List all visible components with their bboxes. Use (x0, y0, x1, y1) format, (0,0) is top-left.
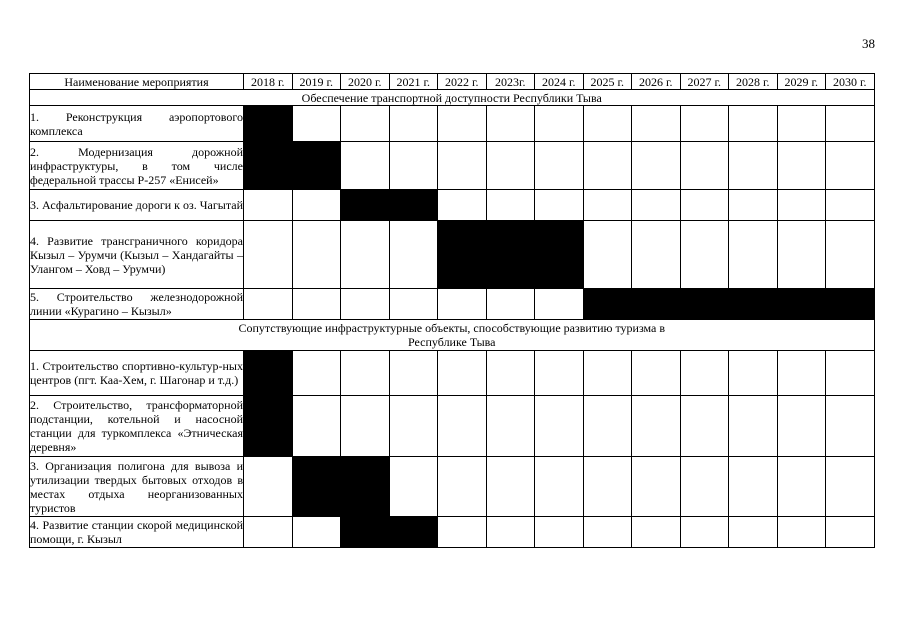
table-row (30, 142, 875, 190)
year-header: 2026 г. (632, 74, 681, 90)
schedule-cell-filled (341, 517, 390, 548)
schedule-cell-empty (341, 396, 390, 457)
schedule-cell-empty (438, 190, 487, 221)
schedule-cell-filled (680, 289, 729, 320)
schedule-cell-empty (826, 190, 875, 221)
section-title: Обеспечение транспортной доступности Республики Тыва (30, 90, 875, 106)
year-header: 2020 г. (341, 74, 390, 90)
schedule-cell-empty (632, 142, 681, 190)
schedule-cell-empty (680, 351, 729, 396)
schedule-cell-empty (341, 142, 390, 190)
schedule-cell-filled (292, 457, 341, 517)
schedule-cell-empty (680, 517, 729, 548)
year-header: 2028 г. (729, 74, 778, 90)
schedule-cell-empty (680, 396, 729, 457)
schedule-cell-filled (389, 190, 438, 221)
schedule-cell-empty (777, 396, 826, 457)
activity-name: 3. Асфальтирование дороги к оз. Чагытай (30, 190, 244, 221)
schedule-cell-empty (389, 106, 438, 142)
schedule-cell-empty (777, 190, 826, 221)
schedule-cell-empty (777, 517, 826, 548)
schedule-cell-empty (389, 457, 438, 517)
activity-name: 3. Организация полигона для вывоза и утилизации твердых бытовых отходов в местах отдыха неорганизованных туристов (30, 458, 243, 515)
schedule-cell-empty (486, 517, 535, 548)
schedule-cell-empty (438, 351, 487, 396)
schedule-cell-filled (244, 351, 293, 396)
schedule-cell-empty (389, 289, 438, 320)
schedule-cell-empty (632, 221, 681, 289)
schedule-cell-empty (777, 142, 826, 190)
schedule-cell-empty (535, 142, 584, 190)
schedule-cell-empty (244, 517, 293, 548)
schedule-cell-empty (292, 221, 341, 289)
schedule-cell-filled (341, 457, 390, 517)
schedule-cell-empty (680, 142, 729, 190)
schedule-cell-empty (389, 351, 438, 396)
schedule-cell-empty (583, 457, 632, 517)
schedule-cell-filled (244, 106, 293, 142)
schedule-cell-empty (680, 106, 729, 142)
schedule-cell-empty (777, 106, 826, 142)
schedule-cell-empty (826, 221, 875, 289)
schedule-cell-empty (535, 396, 584, 457)
schedule-cell-empty (389, 396, 438, 457)
schedule-cell-empty (292, 289, 341, 320)
year-header: 2021 г. (389, 74, 438, 90)
activity-name: 1. Строительство спортивно-культур-ных центров (пгт. Каа-Хем, г. Шагонар и т.д.) (30, 351, 244, 396)
table-row (30, 106, 875, 142)
section-row (30, 320, 875, 351)
table-row (30, 351, 875, 396)
schedule-cell-empty (244, 457, 293, 517)
schedule-cell-empty (535, 517, 584, 548)
year-header: 2029 г. (777, 74, 826, 90)
schedule-cell-filled (632, 289, 681, 320)
schedule-cell-empty (535, 351, 584, 396)
schedule-cell-empty (486, 190, 535, 221)
schedule-cell-filled (535, 221, 584, 289)
schedule-cell-empty (486, 142, 535, 190)
schedule-cell-empty (777, 221, 826, 289)
schedule-cell-empty (680, 190, 729, 221)
header-row (30, 74, 875, 90)
name-column-header: Наименование мероприятия (30, 74, 244, 90)
section-title: Сопутствующие инфраструктурные объекты, способствующие развитию туризма в Республике Тыва (30, 320, 875, 351)
schedule-cell-filled (389, 517, 438, 548)
schedule-cell-empty (632, 396, 681, 457)
year-header: 2025 г. (583, 74, 632, 90)
schedule-cell-empty (438, 457, 487, 517)
section-row (30, 90, 875, 106)
schedule-cell-empty (729, 517, 778, 548)
table-row (30, 457, 875, 517)
activity-name: 5. Строительство железнодорожной линии «Курагино – Кызыл» (30, 290, 243, 318)
schedule-cell-empty (583, 221, 632, 289)
table-row (30, 190, 875, 221)
schedule-cell-filled (486, 221, 535, 289)
schedule-cell-empty (826, 457, 875, 517)
schedule-cell-empty (486, 396, 535, 457)
schedule-cell-empty (244, 221, 293, 289)
activity-name: 2. Модернизация дорожной инфраструктуры, в том числе федеральной трассы Р-257 «Енисей» (30, 142, 244, 190)
schedule-cell-empty (826, 396, 875, 457)
table-row (30, 221, 875, 289)
schedule-cell-empty (292, 351, 341, 396)
schedule-cell-empty (729, 221, 778, 289)
schedule-cell-empty (535, 190, 584, 221)
schedule-cell-empty (244, 289, 293, 320)
year-header: 2022 г. (438, 74, 487, 90)
schedule-cell-empty (583, 142, 632, 190)
schedule-cell-empty (486, 351, 535, 396)
schedule-cell-empty (680, 221, 729, 289)
schedule-cell-empty (583, 517, 632, 548)
activity-name: 1. Реконструкция аэропортового комплекса (30, 106, 244, 142)
table-row (30, 396, 875, 457)
schedule-cell-empty (826, 106, 875, 142)
schedule-cell-empty (486, 457, 535, 517)
schedule-cell-empty (438, 517, 487, 548)
schedule-cell-empty (389, 142, 438, 190)
activity-name: 4. Развитие трансграничного коридора Кызыл – Урумчи (Кызыл – Хандагайты – Улангом – Ховд – Урумчи) (30, 221, 244, 289)
schedule-cell-empty (729, 190, 778, 221)
schedule-cell-empty (826, 517, 875, 548)
schedule-cell-empty (292, 190, 341, 221)
schedule-cell-empty (583, 396, 632, 457)
schedule-cell-empty (729, 396, 778, 457)
schedule-cell-empty (292, 517, 341, 548)
year-header: 2024 г. (535, 74, 584, 90)
year-header: 2027 г. (680, 74, 729, 90)
schedule-cell-empty (680, 457, 729, 517)
schedule-cell-empty (729, 351, 778, 396)
schedule-cell-empty (292, 106, 341, 142)
year-header: 2018 г. (244, 74, 293, 90)
schedule-cell-empty (486, 289, 535, 320)
schedule-cell-filled (244, 396, 293, 457)
schedule-cell-filled (583, 289, 632, 320)
schedule-cell-empty (826, 351, 875, 396)
schedule-cell-filled (292, 142, 341, 190)
schedule-cell-empty (535, 106, 584, 142)
year-header: 2019 г. (292, 74, 341, 90)
schedule-cell-empty (389, 221, 438, 289)
schedule-cell-empty (535, 457, 584, 517)
schedule-cell-filled (729, 289, 778, 320)
schedule-cell-empty (292, 396, 341, 457)
table-row (30, 517, 875, 548)
year-header: 2030 г. (826, 74, 875, 90)
schedule-cell-empty (632, 517, 681, 548)
schedule-cell-empty (632, 190, 681, 221)
schedule-cell-filled (341, 190, 390, 221)
schedule-cell-empty (341, 289, 390, 320)
schedule-cell-empty (729, 106, 778, 142)
schedule-cell-filled (826, 289, 875, 320)
schedule-cell-empty (438, 142, 487, 190)
schedule-cell-filled (777, 289, 826, 320)
page-number: 38 (862, 36, 875, 51)
schedule-cell-empty (777, 351, 826, 396)
activity-name: 4. Развитие станции скорой медицинской помощи, г. Кызыл (30, 518, 243, 546)
year-header: 2023г. (486, 74, 535, 90)
schedule-cell-filled (438, 221, 487, 289)
schedule-cell-empty (777, 457, 826, 517)
schedule-cell-empty (341, 106, 390, 142)
schedule-cell-empty (729, 142, 778, 190)
schedule-cell-empty (632, 106, 681, 142)
schedule-cell-empty (729, 457, 778, 517)
schedule-cell-empty (341, 221, 390, 289)
schedule-cell-empty (583, 190, 632, 221)
table-row (30, 289, 875, 320)
schedule-cell-empty (341, 351, 390, 396)
activity-name: 2. Строительство, трансформаторной подстанции, котельной и насосной станции для туркомплекса «Этническая деревня» (30, 396, 244, 457)
schedule-cell-empty (438, 106, 487, 142)
schedule-cell-empty (826, 142, 875, 190)
schedule-table (29, 73, 875, 548)
schedule-cell-empty (438, 396, 487, 457)
schedule-cell-empty (438, 289, 487, 320)
schedule-cell-empty (583, 106, 632, 142)
schedule-cell-empty (535, 289, 584, 320)
schedule-cell-empty (632, 351, 681, 396)
schedule-cell-empty (486, 106, 535, 142)
schedule-cell-empty (244, 190, 293, 221)
schedule-cell-empty (583, 351, 632, 396)
schedule-cell-empty (632, 457, 681, 517)
schedule-cell-filled (244, 142, 293, 190)
